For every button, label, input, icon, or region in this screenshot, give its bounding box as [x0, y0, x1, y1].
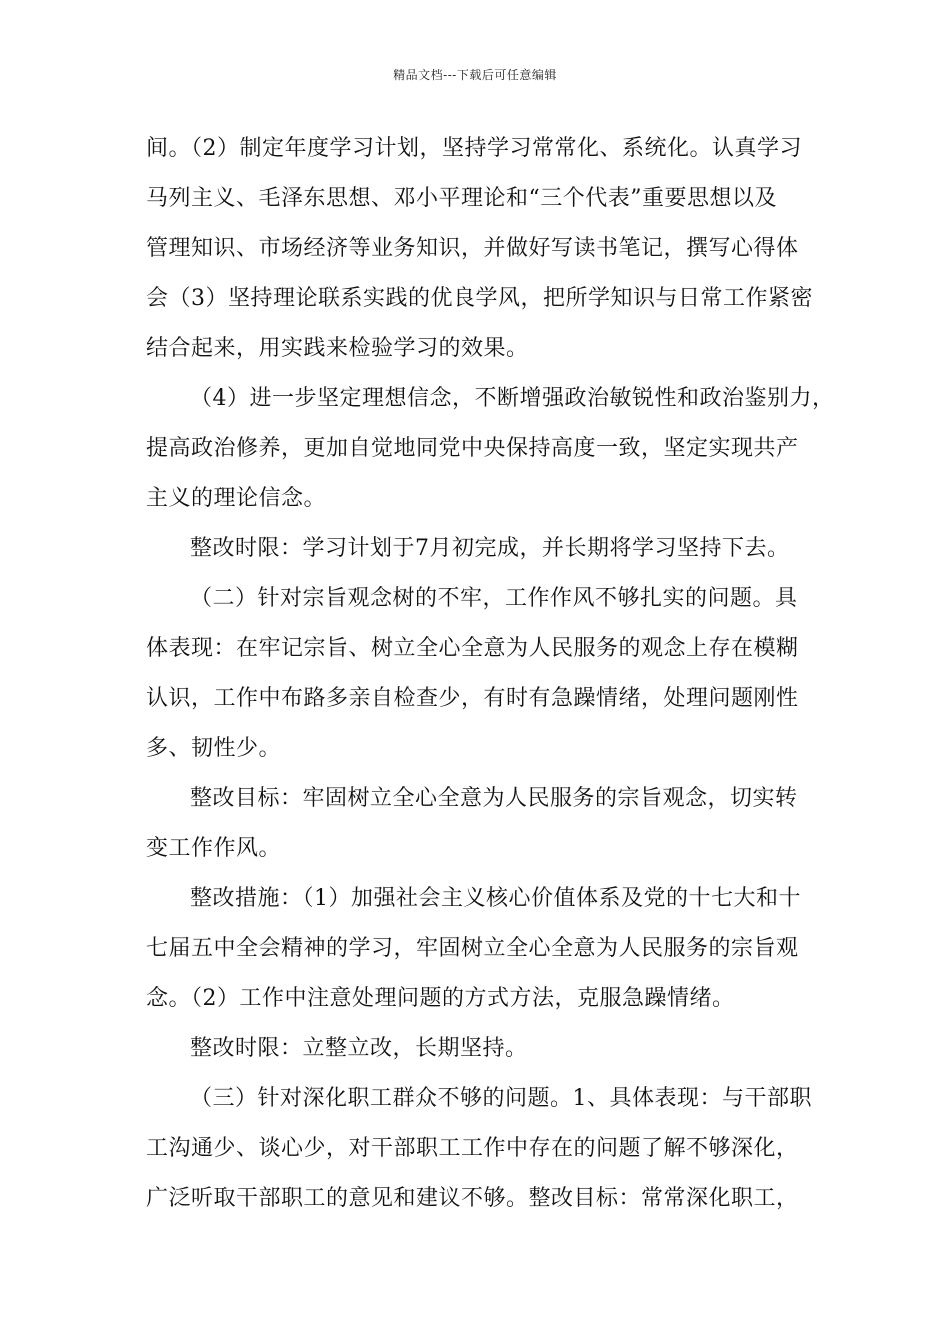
- text-line: 主义的理论信念。: [146, 486, 327, 511]
- text-line: 管理知识、市场经济等业务知识，并做好写读书笔记，撰写心得体: [146, 236, 799, 261]
- text-line: 马列主义、毛泽东思想、邓小平理论和“三个代表”重要思想以及: [146, 186, 777, 211]
- text-line: 间。（2）制定年度学习计划，坚持学习常常化、系统化。认真学习: [146, 136, 802, 161]
- text-line: 结合起来，用实践来检验学习的效果。: [146, 336, 529, 361]
- text-line: （三）针对深化职工群众不够的问题。1、具体表现：与干部职: [190, 1086, 812, 1111]
- text-line: 整改措施：（1）加强社会主义核心价值体系及党的十七大和十: [190, 886, 801, 911]
- text-line: 工沟通少、谈心少，对干部职工工作中存在的问题了解不够深化，: [146, 1136, 799, 1161]
- text-line: （二）针对宗旨观念树的不牢，工作作风不够扎实的问题。具: [190, 586, 798, 611]
- text-line: 整改目标：牢固树立全心全意为人民服务的宗旨观念，切实转: [190, 786, 798, 811]
- text-line: 整改时限：学习计划于7月初完成，并长期将学习坚持下去。: [190, 536, 790, 561]
- text-line: 念。（2）工作中注意处理问题的方式方法，克服急躁情绪。: [146, 986, 735, 1011]
- text-line: 七届五中全会精神的学习，牢固树立全心全意为人民服务的宗旨观: [146, 936, 799, 961]
- text-line: 认识，工作中布路多亲自检查少，有时有急躁情绪，处理问题刚性: [146, 686, 799, 711]
- text-line: 变工作作风。: [146, 836, 282, 861]
- page-header: 精品文档---下载后可任意编辑: [393, 68, 557, 82]
- text-line: 体表现：在牢记宗旨、树立全心全意为人民服务的观念上存在模糊: [146, 636, 799, 661]
- text-line: 广泛听取干部职工的意见和建议不够。整改目标：常常深化职工，: [146, 1186, 799, 1211]
- text-line: （4）进一步坚定理想信念，不断增强政治敏锐性和政治鉴别力，: [190, 386, 835, 411]
- document-body: [146, 124, 835, 1224]
- text-line: 多、韧性少。: [146, 736, 282, 761]
- text-line: 整改时限：立整立改，长期坚持。: [190, 1036, 528, 1061]
- text-line: 提高政治修养，更加自觉地同党中央保持高度一致，坚定实现共产: [146, 436, 799, 461]
- text-line: 会（3）坚持理论联系实践的优良学风，把所学知识与日常工作紧密: [146, 286, 813, 311]
